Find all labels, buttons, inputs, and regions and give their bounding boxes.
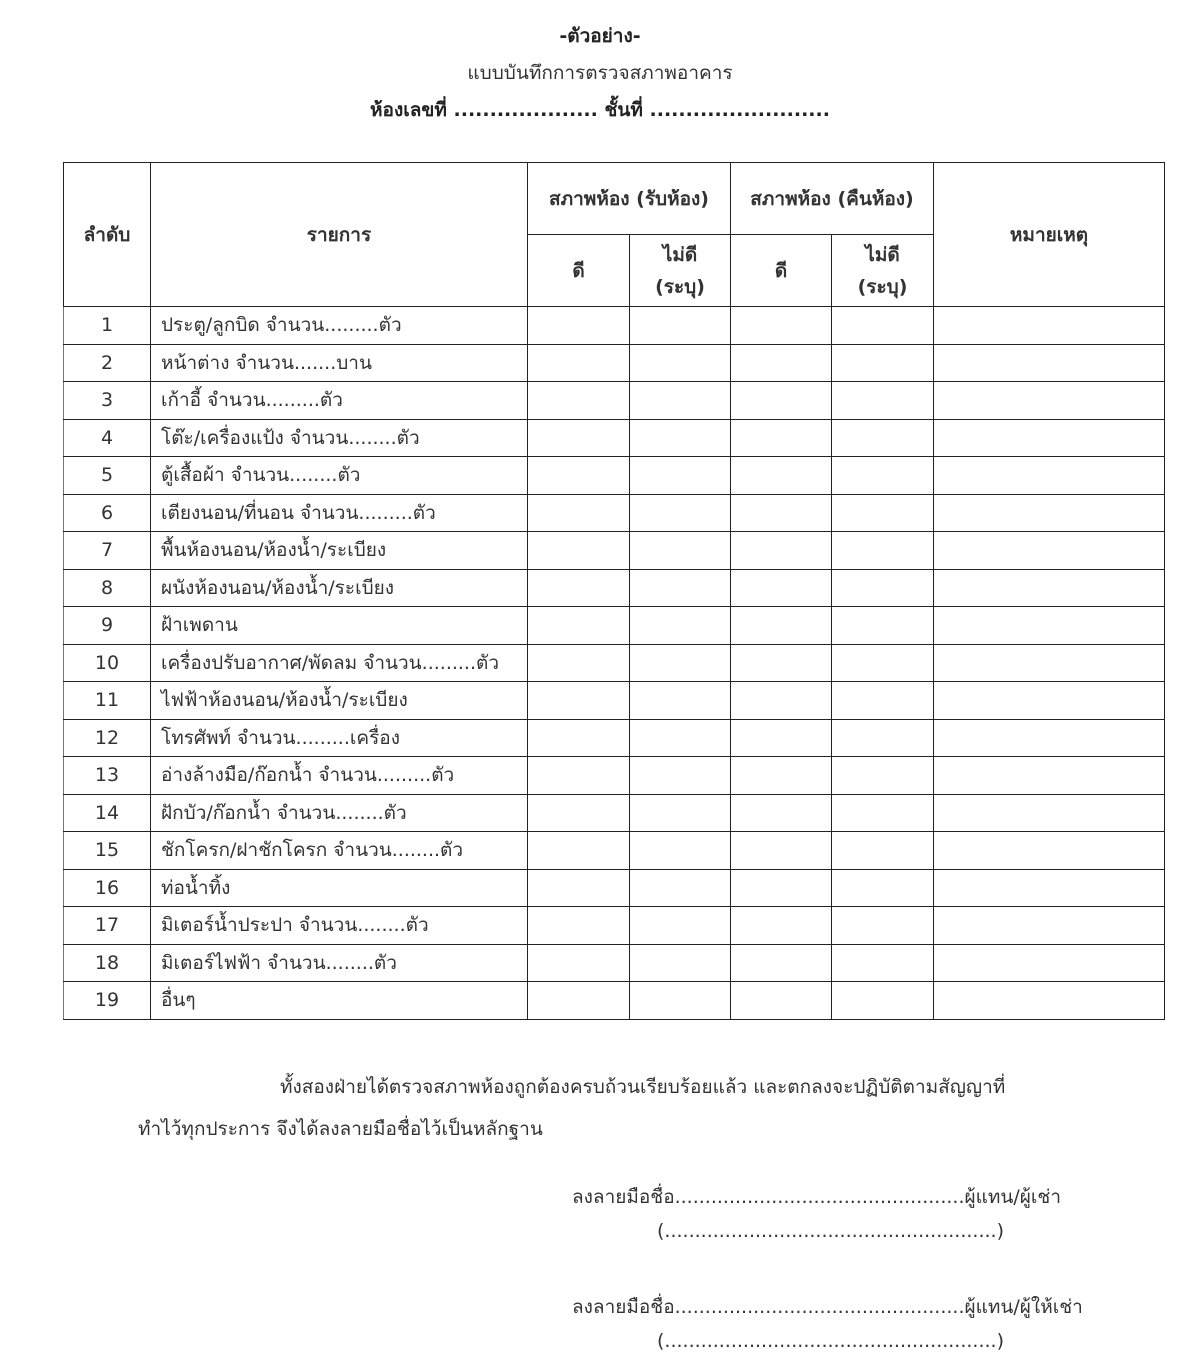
document-header <box>0 18 1200 129</box>
return-not-good-cell[interactable] <box>832 757 934 795</box>
receive-not-good-cell[interactable] <box>630 307 731 345</box>
row-item: ตู้เสื้อผ้า จำนวน........ตัว <box>151 457 528 495</box>
row-item: พื้นห้องนอน/ห้องน้ำ/ระเบียง <box>151 532 528 570</box>
receive-not-good-cell[interactable] <box>630 907 731 945</box>
receive-not-good-cell[interactable] <box>630 344 731 382</box>
receive-good-cell[interactable] <box>528 382 630 420</box>
return-not-good-cell[interactable] <box>832 794 934 832</box>
remarks-cell[interactable] <box>934 982 1165 1020</box>
row-item: ชักโครก/ฝาชักโครก จำนวน........ตัว <box>151 832 528 870</box>
form-title: แบบบันทึกการตรวจสภาพอาคาร <box>467 62 733 84</box>
tenant-signature-line[interactable]: ลงลายมือชื่อ................................................ผู้แทน/ผู้เช่า <box>572 1186 1061 1208</box>
return-good-cell[interactable] <box>731 419 832 457</box>
row-item: ไฟฟ้าห้องนอน/ห้องน้ำ/ระเบียง <box>151 682 528 720</box>
row-item: เครื่องปรับอากาศ/พัดลม จำนวน.........ตัว <box>151 644 528 682</box>
row-item: ฝักบัว/ก๊อกน้ำ จำนวน........ตัว <box>151 794 528 832</box>
table-row <box>64 419 1165 457</box>
receive-not-good-cell[interactable] <box>630 419 731 457</box>
row-number: 4 <box>64 419 151 457</box>
row-number: 11 <box>64 682 151 720</box>
return-not-good-cell[interactable] <box>832 832 934 870</box>
inspection-table <box>63 162 1165 1020</box>
return-not-good-cell[interactable] <box>832 682 934 720</box>
receive-good-cell[interactable] <box>528 569 630 607</box>
receive-good-cell[interactable] <box>528 457 630 495</box>
table-row <box>64 944 1165 982</box>
row-item: หน้าต่าง จำนวน.......บาน <box>151 344 528 382</box>
receive-not-good-cell[interactable] <box>630 457 731 495</box>
column-group-return: สภาพห้อง (คืนห้อง) <box>731 163 934 235</box>
row-number: 8 <box>64 569 151 607</box>
receive-good-cell[interactable] <box>528 344 630 382</box>
return-good-cell[interactable] <box>731 869 832 907</box>
return-good-cell[interactable] <box>731 982 832 1020</box>
receive-good-cell[interactable] <box>528 419 630 457</box>
remarks-cell[interactable] <box>934 832 1165 870</box>
row-number: 2 <box>64 344 151 382</box>
return-not-good-cell[interactable] <box>832 907 934 945</box>
sample-label: -ตัวอย่าง- <box>559 25 641 47</box>
receive-good-cell[interactable] <box>528 982 630 1020</box>
return-good-cell[interactable] <box>731 907 832 945</box>
return-not-good-cell[interactable] <box>832 944 934 982</box>
remarks-cell[interactable] <box>934 457 1165 495</box>
table-row <box>64 794 1165 832</box>
agreement-paragraph <box>138 1066 1068 1150</box>
return-good-cell[interactable] <box>731 382 832 420</box>
receive-not-good-cell[interactable] <box>630 757 731 795</box>
receive-good-cell[interactable] <box>528 944 630 982</box>
return-not-good-cell[interactable] <box>832 532 934 570</box>
receive-not-good-cell[interactable] <box>630 607 731 645</box>
row-item: โทรศัพท์ จำนวน.........เครื่อง <box>151 719 528 757</box>
row-number: 3 <box>64 382 151 420</box>
return-not-good-cell[interactable] <box>832 607 934 645</box>
return-good-cell[interactable] <box>731 307 832 345</box>
receive-good-cell[interactable] <box>528 532 630 570</box>
column-header-remarks: หมายเหตุ <box>934 163 1165 307</box>
return-not-good-cell[interactable] <box>832 644 934 682</box>
table-row <box>64 494 1165 532</box>
landlord-signature-line[interactable]: ลงลายมือชื่อ................................................ผู้แทน/ผู้ให้เช่า <box>572 1296 1083 1318</box>
receive-good-cell[interactable] <box>528 794 630 832</box>
column-header-return-good: ดี <box>731 235 832 307</box>
table-row <box>64 757 1165 795</box>
return-good-cell[interactable] <box>731 682 832 720</box>
row-item: อ่างล้างมือ/ก๊อกน้ำ จำนวน.........ตัว <box>151 757 528 795</box>
remarks-cell[interactable] <box>934 907 1165 945</box>
return-not-good-cell[interactable] <box>832 419 934 457</box>
row-item: มิเตอร์ไฟฟ้า จำนวน........ตัว <box>151 944 528 982</box>
table-row <box>64 907 1165 945</box>
tenant-name-line[interactable]: (.......................................................) <box>657 1220 1005 1242</box>
return-good-cell[interactable] <box>731 832 832 870</box>
landlord-name-line[interactable]: (.......................................................) <box>657 1330 1005 1352</box>
row-number: 13 <box>64 757 151 795</box>
row-number: 9 <box>64 607 151 645</box>
row-number: 1 <box>64 307 151 345</box>
receive-not-good-cell[interactable] <box>630 494 731 532</box>
return-good-cell[interactable] <box>731 757 832 795</box>
remarks-cell[interactable] <box>934 382 1165 420</box>
row-number: 17 <box>64 907 151 945</box>
row-item: ผนังห้องนอน/ห้องน้ำ/ระเบียง <box>151 569 528 607</box>
receive-not-good-cell[interactable] <box>630 382 731 420</box>
return-not-good-cell[interactable] <box>832 569 934 607</box>
row-item: ประตู/ลูกบิด จำนวน.........ตัว <box>151 307 528 345</box>
remarks-cell[interactable] <box>934 419 1165 457</box>
return-good-cell[interactable] <box>731 494 832 532</box>
not-good-label: ไม่ดี <box>662 243 698 266</box>
return-good-cell[interactable] <box>731 644 832 682</box>
return-not-good-cell[interactable] <box>832 869 934 907</box>
not-good-label: ไม่ดี <box>865 243 900 266</box>
return-good-cell[interactable] <box>731 794 832 832</box>
table-row <box>64 644 1165 682</box>
row-item: ฝ้าเพดาน <box>151 607 528 645</box>
row-item: อื่นๆ <box>151 982 528 1020</box>
row-item: เก้าอี้ จำนวน.........ตัว <box>151 382 528 420</box>
remarks-cell[interactable] <box>934 757 1165 795</box>
row-number: 19 <box>64 982 151 1020</box>
remarks-cell[interactable] <box>934 719 1165 757</box>
remarks-cell[interactable] <box>934 569 1165 607</box>
return-not-good-cell[interactable] <box>832 457 934 495</box>
remarks-cell[interactable] <box>934 307 1165 345</box>
receive-good-cell[interactable] <box>528 307 630 345</box>
specify-label: (ระบุ) <box>857 275 908 298</box>
table-row <box>64 307 1165 345</box>
receive-not-good-cell[interactable] <box>630 794 731 832</box>
receive-not-good-cell[interactable] <box>630 982 731 1020</box>
return-good-cell[interactable] <box>731 944 832 982</box>
table-row <box>64 607 1165 645</box>
room-floor-line: ห้องเลขที่ .................... ชั้นที่ ......................... <box>370 99 830 121</box>
table-row <box>64 457 1165 495</box>
table-row <box>64 382 1165 420</box>
receive-not-good-cell[interactable] <box>630 532 731 570</box>
remarks-cell[interactable] <box>934 869 1165 907</box>
row-item: มิเตอร์น้ำประปา จำนวน........ตัว <box>151 907 528 945</box>
receive-not-good-cell[interactable] <box>630 569 731 607</box>
row-number: 6 <box>64 494 151 532</box>
table-row <box>64 682 1165 720</box>
row-item: เตียงนอน/ที่นอน จำนวน.........ตัว <box>151 494 528 532</box>
return-good-cell[interactable] <box>731 569 832 607</box>
receive-good-cell[interactable] <box>528 757 630 795</box>
remarks-cell[interactable] <box>934 494 1165 532</box>
return-good-cell[interactable] <box>731 344 832 382</box>
row-number: 5 <box>64 457 151 495</box>
column-header-receive-not-good <box>630 235 731 307</box>
agreement-line-2: ทำไว้ทุกประการ จึงได้ลงลายมือชื่อไว้เป็นหลักฐาน <box>138 1118 543 1140</box>
row-item: โต๊ะ/เครื่องแป้ง จำนวน........ตัว <box>151 419 528 457</box>
specify-label: (ระบุ) <box>655 275 705 298</box>
return-not-good-cell[interactable] <box>832 494 934 532</box>
table-row <box>64 344 1165 382</box>
return-good-cell[interactable] <box>731 607 832 645</box>
receive-good-cell[interactable] <box>528 869 630 907</box>
column-header-return-not-good <box>832 235 934 307</box>
return-not-good-cell[interactable] <box>832 344 934 382</box>
receive-good-cell[interactable] <box>528 607 630 645</box>
remarks-cell[interactable] <box>934 607 1165 645</box>
row-number: 18 <box>64 944 151 982</box>
column-header-receive-good: ดี <box>528 235 630 307</box>
return-not-good-cell[interactable] <box>832 382 934 420</box>
row-number: 14 <box>64 794 151 832</box>
remarks-cell[interactable] <box>934 944 1165 982</box>
table-row <box>64 869 1165 907</box>
row-number: 12 <box>64 719 151 757</box>
row-number: 7 <box>64 532 151 570</box>
receive-good-cell[interactable] <box>528 682 630 720</box>
remarks-cell[interactable] <box>934 644 1165 682</box>
return-good-cell[interactable] <box>731 719 832 757</box>
table-row <box>64 532 1165 570</box>
receive-good-cell[interactable] <box>528 832 630 870</box>
row-item: ท่อน้ำทิ้ง <box>151 869 528 907</box>
remarks-cell[interactable] <box>934 344 1165 382</box>
receive-not-good-cell[interactable] <box>630 832 731 870</box>
table-row <box>64 832 1165 870</box>
column-group-receive: สภาพห้อง (รับห้อง) <box>528 163 731 235</box>
row-number: 15 <box>64 832 151 870</box>
table-row <box>64 719 1165 757</box>
receive-not-good-cell[interactable] <box>630 682 731 720</box>
receive-good-cell[interactable] <box>528 907 630 945</box>
return-good-cell[interactable] <box>731 457 832 495</box>
remarks-cell[interactable] <box>934 682 1165 720</box>
row-number: 16 <box>64 869 151 907</box>
return-good-cell[interactable] <box>731 532 832 570</box>
receive-not-good-cell[interactable] <box>630 944 731 982</box>
return-not-good-cell[interactable] <box>832 982 934 1020</box>
remarks-cell[interactable] <box>934 532 1165 570</box>
receive-good-cell[interactable] <box>528 719 630 757</box>
receive-not-good-cell[interactable] <box>630 644 731 682</box>
return-not-good-cell[interactable] <box>832 719 934 757</box>
receive-not-good-cell[interactable] <box>630 869 731 907</box>
receive-good-cell[interactable] <box>528 644 630 682</box>
table-row <box>64 569 1165 607</box>
column-header-no: ลำดับ <box>64 163 151 307</box>
table-row <box>64 982 1165 1020</box>
remarks-cell[interactable] <box>934 794 1165 832</box>
row-number: 10 <box>64 644 151 682</box>
receive-not-good-cell[interactable] <box>630 719 731 757</box>
return-not-good-cell[interactable] <box>832 307 934 345</box>
agreement-line-1: ทั้งสองฝ่ายได้ตรวจสภาพห้องถูกต้องครบถ้วนเรียบร้อยแล้ว และตกลงจะปฏิบัติตามสัญญาที่ <box>280 1076 1006 1098</box>
column-header-item: รายการ <box>151 163 528 307</box>
receive-good-cell[interactable] <box>528 494 630 532</box>
